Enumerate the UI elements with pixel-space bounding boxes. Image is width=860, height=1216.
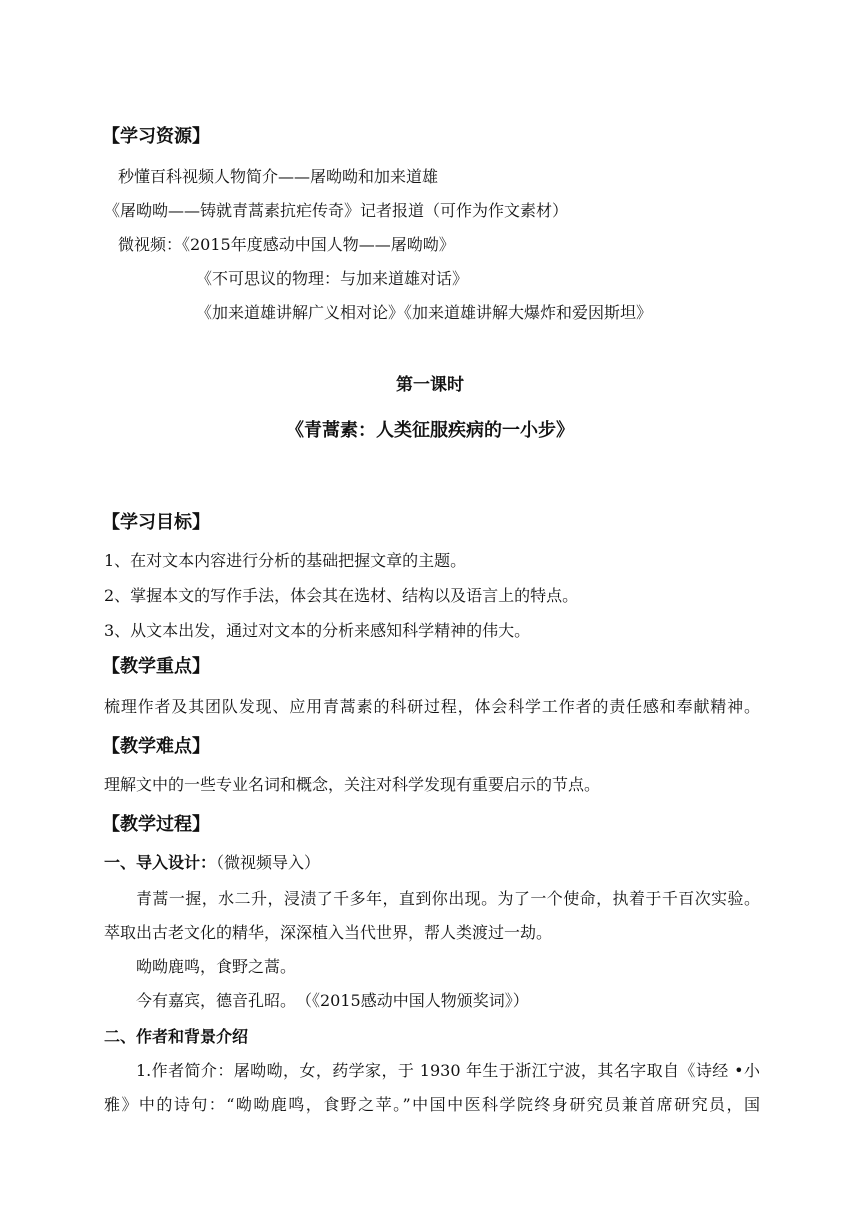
resource-item: 《屠呦呦——铸就青蒿素抗疟传奇》记者报道（可作为作文素材） [104,201,569,220]
goals-heading: 【学习目标】 [102,512,210,533]
background-text-line: 雅》中的诗句：“呦呦鹿鸣，食野之苹。”中国中医科学院终身研究员兼首席研究员，国 [104,1095,760,1114]
key-points-heading: 【教学重点】 [102,656,210,677]
lesson-title: 第一课时 [396,375,464,395]
background-text-line: 1.作者简介：屠呦呦，女，药学家，于 1930 年生于浙江宁波，其名字取自《诗经 •小 [136,1061,760,1080]
goal-item: 2、掌握本文的写作手法，体会其在选材、结构以及语言上的特点。 [104,586,579,605]
intro-note: （微视频导入） [216,853,321,872]
background-title: 二、作者和背景介绍 [104,1027,249,1046]
resource-item: 秒懂百科视频人物简介——屠呦呦和加来道雄 [118,167,439,186]
intro-line [104,852,320,874]
lesson-subtitle: 《青蒿素：人类征服疾病的一小步》 [286,420,574,441]
intro-text-line: 今有嘉宾，德音孔昭。 （《2015感动中国人物颁奖词》） [136,991,529,1010]
goal-item: 1、在对文本内容进行分析的基础把握文章的主题。 [104,551,467,570]
difficulties-text: 理解文中的一些专业名词和概念，关注对科学发现有重要启示的节点。 [104,775,601,794]
resource-item: 《加来道雄讲解广义相对论》《加来道雄讲解大爆炸和爱因斯坦》 [196,303,653,322]
resource-item: 微视频：《2015年度感动中国人物——屠呦呦》 [118,235,455,254]
difficulties-heading: 【教学难点】 [102,736,210,757]
intro-text-line: 呦呦鹿鸣，食野之蒿。 [136,957,297,976]
key-points-text: 梳理作者及其团队发现、应用青蒿素的科研过程，体会科学工作者的责任感和奉献精神。 [104,697,760,716]
intro-title: 一、导入设计： [104,853,217,872]
goal-item: 3、从文本出发，通过对文本的分析来感知科学精神的伟大。 [104,621,531,640]
intro-text-line: 青蒿一握，水二升，浸渍了千多年，直到你出现。为了一个使命，执着于千百次实验。 [136,889,760,908]
process-heading: 【教学过程】 [102,814,210,835]
resources-heading: 【学习资源】 [102,126,210,147]
intro-text-line: 萃取出古老文化的精华，深深植入当代世界，帮人类渡过一劫。 [104,923,553,942]
resource-item: 《不可思议的物理：与加来道雄对话》 [196,269,469,288]
